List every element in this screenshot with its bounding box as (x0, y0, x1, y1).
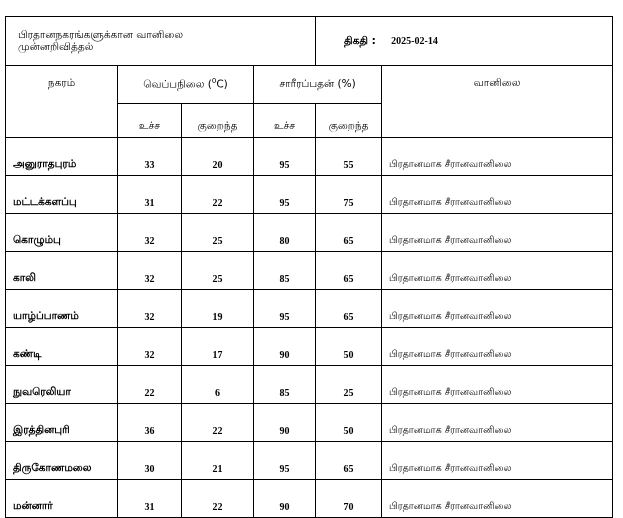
table-row (6, 252, 613, 290)
table-row (6, 176, 613, 214)
humidity-low: 65 (316, 252, 382, 290)
temp-low: 19 (182, 290, 254, 328)
humidity-high: 85 (254, 252, 316, 290)
weather-column-header: வானிலை (382, 66, 613, 138)
header-row (6, 66, 613, 104)
temp-high: 30 (118, 442, 182, 480)
humidity-low: 65 (316, 214, 382, 252)
temp-low: 22 (182, 176, 254, 214)
city-name: மட்டக்களப்பு (6, 176, 118, 214)
temperature-header-degree: 0 (211, 77, 217, 86)
table-row (6, 138, 613, 176)
temp-low: 22 (182, 480, 254, 518)
temp-high: 32 (118, 328, 182, 366)
humidity-high: 95 (254, 176, 316, 214)
humidity-low: 55 (316, 138, 382, 176)
humidity-high: 90 (254, 404, 316, 442)
report-title-line1: பிரதானநகரங்களுக்கான வானிலை (18, 29, 184, 41)
temp-low: 25 (182, 252, 254, 290)
city-name: அனுராதபுரம் (6, 138, 118, 176)
date-cell (316, 17, 613, 66)
report-title (6, 17, 316, 66)
table-row (6, 214, 613, 252)
temp-low: 21 (182, 442, 254, 480)
temp-high-header: உச்ச (118, 104, 182, 138)
temperature-header-suffix: C) (216, 78, 228, 91)
humidity-high: 85 (254, 366, 316, 404)
weather-condition: பிரதானமாக சீரானவானிலை (382, 404, 613, 442)
weather-condition: பிரதானமாக சீரானவானிலை (382, 214, 613, 252)
humidity-high: 90 (254, 480, 316, 518)
weather-condition: பிரதானமாக சீரானவானிலை (382, 290, 613, 328)
temp-low: 20 (182, 138, 254, 176)
table-row (6, 366, 613, 404)
weather-condition: பிரதானமாக சீரானவானிலை (382, 138, 613, 176)
city-name: கண்டி (6, 328, 118, 366)
temp-high: 32 (118, 290, 182, 328)
city-column-header: நகரம் (6, 66, 118, 138)
weather-condition: பிரதானமாக சீரானவானிலை (382, 252, 613, 290)
weather-condition: பிரதானமாக சீரானவானிலை (382, 366, 613, 404)
temp-high: 32 (118, 214, 182, 252)
humidity-high-header: உச்ச (254, 104, 316, 138)
weather-condition: பிரதானமாக சீரானவானிலை (382, 176, 613, 214)
humidity-low: 50 (316, 328, 382, 366)
title-row (6, 17, 613, 66)
humidity-high: 95 (254, 138, 316, 176)
humidity-low: 75 (316, 176, 382, 214)
city-name: மன்னார் (6, 480, 118, 518)
temp-high: 22 (118, 366, 182, 404)
report-title-line2: முன்னறிவித்தல் (18, 41, 94, 53)
humidity-low: 25 (316, 366, 382, 404)
city-name: நுவரெலியா (6, 366, 118, 404)
city-name: யாழ்ப்பாணம் (6, 290, 118, 328)
humidity-high: 80 (254, 214, 316, 252)
humidity-low: 65 (316, 290, 382, 328)
humidity-high: 90 (254, 328, 316, 366)
humidity-low: 70 (316, 480, 382, 518)
date-value: 2025-02-14 (391, 35, 438, 47)
humidity-low-header: குறைந்த (316, 104, 382, 138)
humidity-low: 50 (316, 404, 382, 442)
temp-low: 17 (182, 328, 254, 366)
table-row (6, 328, 613, 366)
temp-high: 31 (118, 480, 182, 518)
weather-condition: பிரதானமாக சீரானவானிலை (382, 480, 613, 518)
humidity-low: 65 (316, 442, 382, 480)
temperature-header-prefix: வெப்பநிலை ( (143, 78, 212, 91)
weather-forecast-table (5, 16, 613, 518)
table-row (6, 480, 613, 518)
temp-low-header: குறைந்த (182, 104, 254, 138)
temp-low: 6 (182, 366, 254, 404)
humidity-header: சாரீரப்பதன் (%) (254, 66, 382, 104)
temp-low: 25 (182, 214, 254, 252)
temp-high: 32 (118, 252, 182, 290)
temp-high: 36 (118, 404, 182, 442)
city-name: திருகோணமலை (6, 442, 118, 480)
humidity-high: 95 (254, 442, 316, 480)
weather-condition: பிரதானமாக சீரானவானிலை (382, 328, 613, 366)
temp-low: 22 (182, 404, 254, 442)
temp-high: 33 (118, 138, 182, 176)
table-row (6, 404, 613, 442)
table-row (6, 290, 613, 328)
city-name: இரத்தினபுரி (6, 404, 118, 442)
humidity-high: 95 (254, 290, 316, 328)
city-name: கொழும்பு (6, 214, 118, 252)
temperature-header (118, 66, 254, 104)
temp-high: 31 (118, 176, 182, 214)
table-row (6, 442, 613, 480)
date-label: திகதி : (344, 34, 376, 47)
city-name: காலி (6, 252, 118, 290)
weather-condition: பிரதானமாக சீரானவானிலை (382, 442, 613, 480)
